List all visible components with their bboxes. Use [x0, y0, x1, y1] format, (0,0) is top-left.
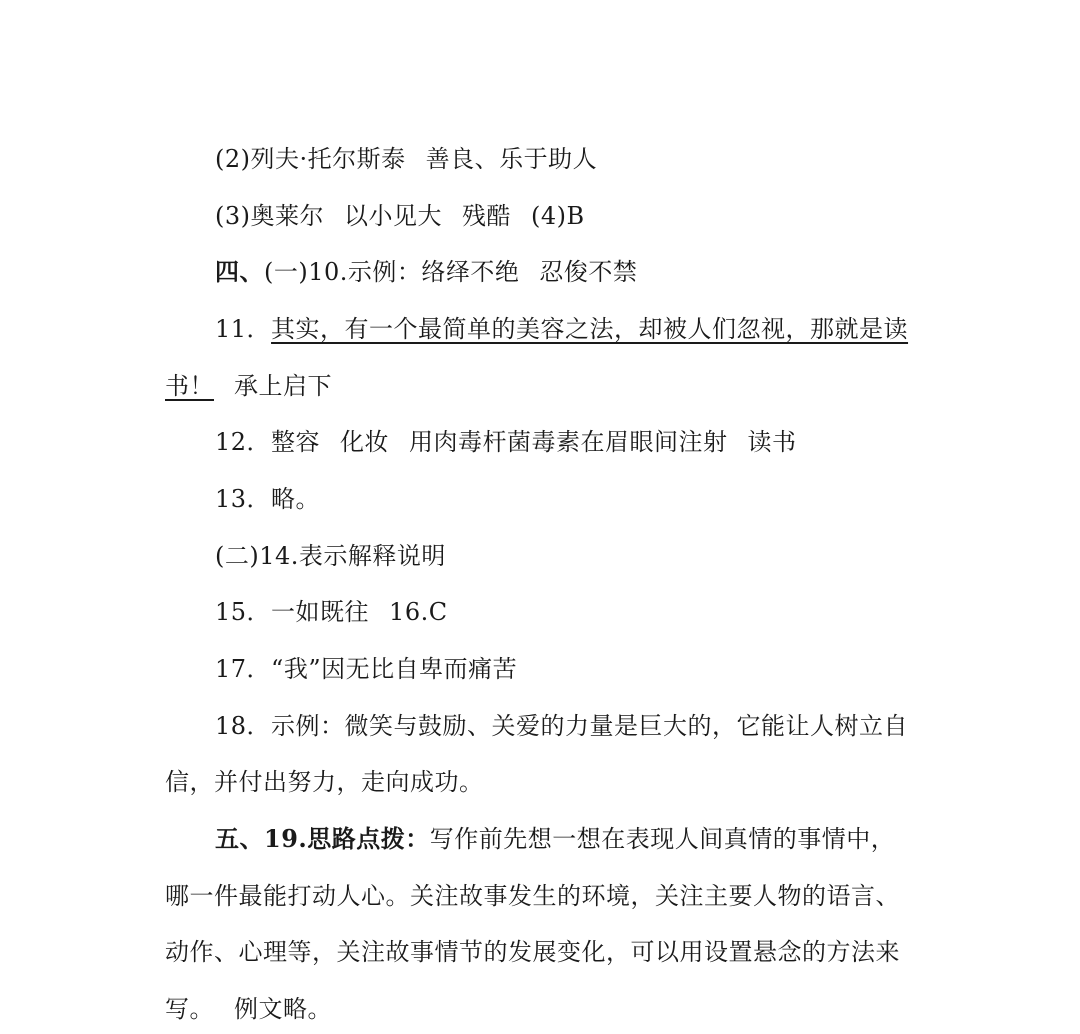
answer-text: 信，并付出努力，走向成功。: [165, 768, 484, 796]
answer-line-13: [215, 484, 320, 514]
answer-text: 残酷: [462, 202, 511, 230]
section-label: 四、: [215, 257, 264, 286]
answer-text: (2)列夫·托尔斯泰: [215, 145, 406, 173]
answer-text: (一)10.示例：络绎不绝: [264, 258, 520, 286]
underlined-answer: 书！: [165, 372, 214, 400]
answer-text: 例文略。: [234, 995, 332, 1023]
question-number: 15．: [215, 598, 272, 626]
section-five-cont-3: [165, 994, 332, 1024]
answer-line-17: [215, 654, 517, 684]
answer-line-18: [215, 711, 908, 741]
answer-line-11: [215, 314, 908, 344]
answer-text: (二)14.表示解释说明: [215, 542, 446, 570]
section-five-line: [215, 824, 895, 854]
question-number: 17．: [215, 655, 272, 683]
answer-text: 用肉毒杆菌毒素在眉眼间注射: [409, 428, 728, 456]
answer-line-14: [215, 541, 446, 571]
underlined-answer: 其实，有一个最简单的美容之法，却被人们忽视，那就是读: [271, 315, 909, 343]
answer-text: 忍俊不禁: [539, 258, 638, 286]
question-number: 18．: [215, 712, 272, 740]
answer-text: 动作、心理等，关注故事情节的发展变化，可以用设置悬念的方法来: [165, 938, 900, 966]
answer-text: 哪一件最能打动人心。关注故事发生的环境，关注主要人物的语言、: [165, 882, 900, 910]
answer-text: 一如既往: [271, 598, 370, 626]
answer-line-3-4: [215, 201, 585, 231]
answer-line-11-cont: [165, 371, 332, 401]
question-number: 12．: [215, 428, 272, 456]
answer-line-18-cont: [165, 767, 484, 797]
answer-text: 读书: [747, 428, 797, 456]
answer-line-15-16: [215, 597, 448, 627]
answer-text: 略。: [271, 485, 321, 513]
answer-text: 整容: [271, 428, 321, 456]
section-four-line: [215, 257, 637, 287]
answer-text: (3)奥莱尔: [215, 202, 324, 230]
section-five-cont-1: [165, 881, 900, 911]
section-five-cont-2: [165, 937, 900, 967]
question-number: 13．: [215, 485, 272, 513]
answer-text: 善良、乐于助人: [425, 145, 598, 173]
answer-text: 写。: [165, 995, 214, 1023]
answer-line-12: [215, 427, 797, 457]
answer-text: (4)B: [531, 202, 585, 230]
answer-text: 承上启下: [234, 372, 332, 400]
answer-text: 示例：微笑与鼓励、关爱的力量是巨大的，它能让人树立自: [271, 712, 909, 740]
answer-text: 16.C: [389, 598, 448, 626]
answer-line-2: [215, 144, 597, 174]
section-label: 五、19.思路点拨：: [215, 824, 430, 853]
answer-text: “我”因无比自卑而痛苦: [271, 655, 518, 683]
answer-text: 以小见大: [344, 202, 442, 230]
answer-text: 写作前先想一想在表现人间真情的事情中，: [429, 825, 896, 853]
answer-text: 化妆: [340, 428, 390, 456]
question-number: 11．: [215, 315, 272, 343]
